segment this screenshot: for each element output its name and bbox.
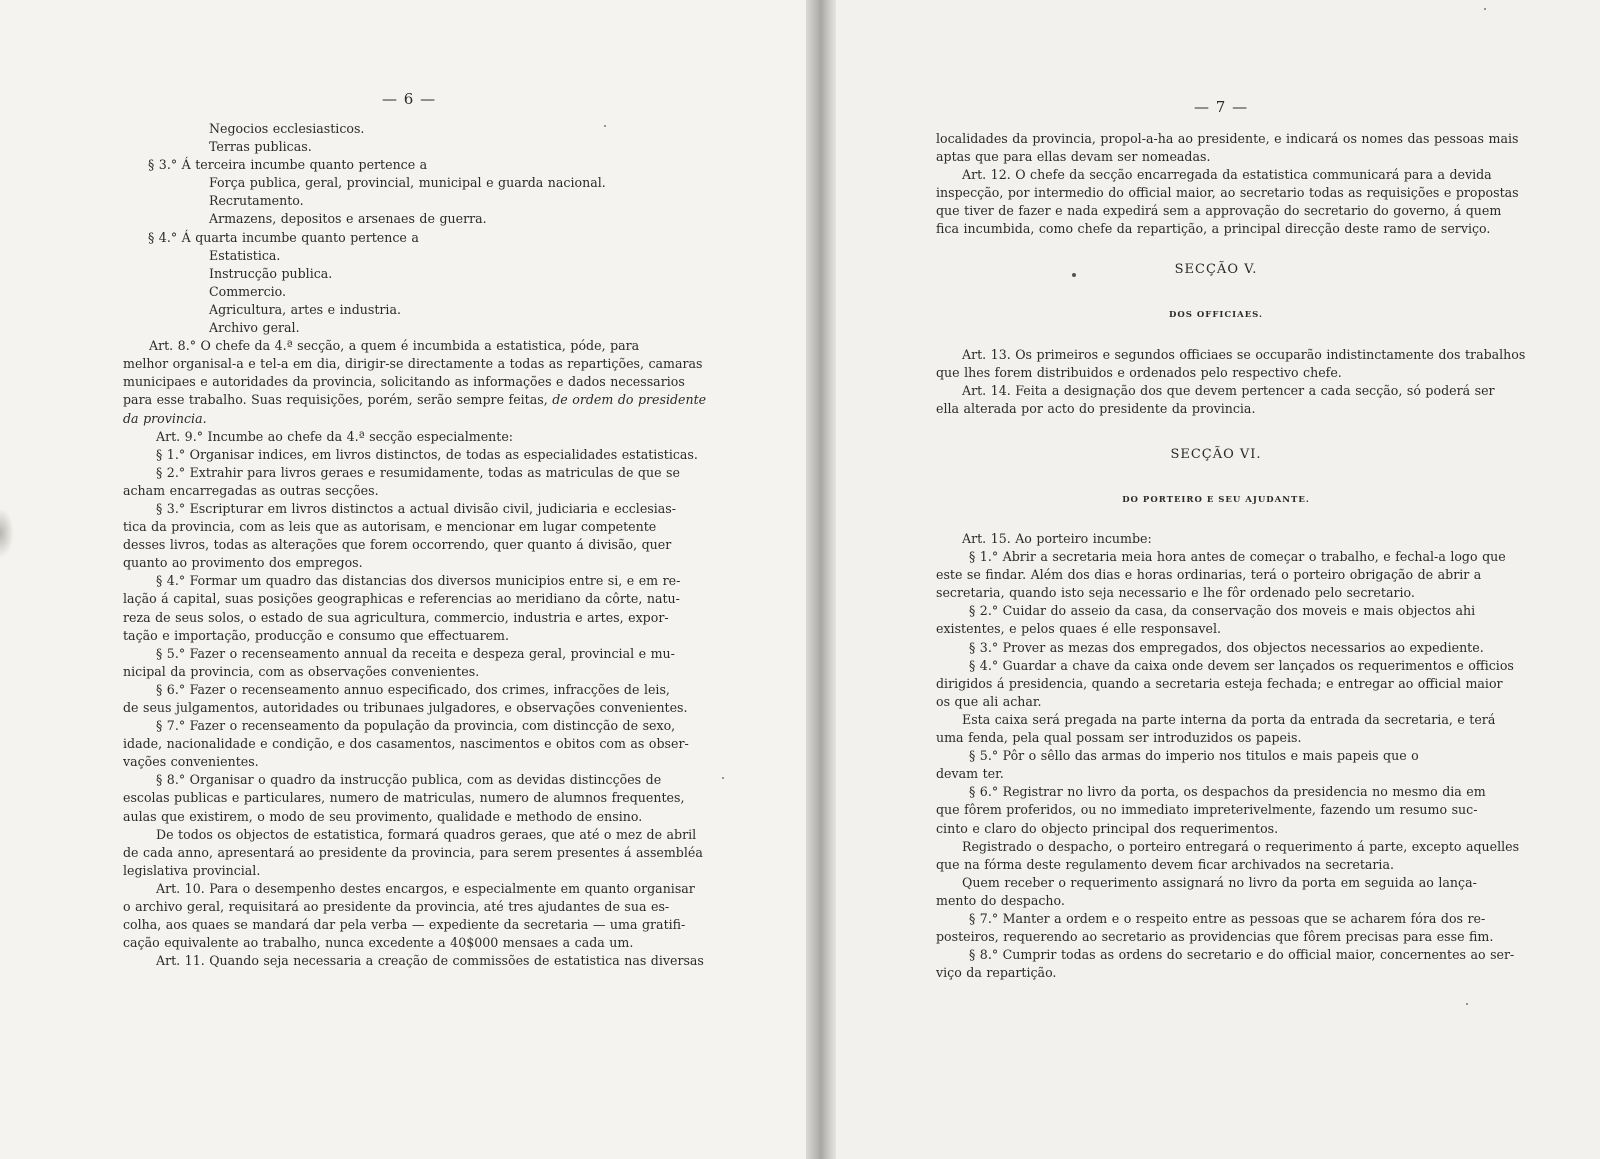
art9-close-line: De todos os objectos de estatistica, formará quadros geraes, que até o mez de abril <box>156 826 697 842</box>
art15-p4-line: os que ali achar. <box>936 693 1042 709</box>
art15-p5-line: § 5.° Pôr o sêllo das armas do imperio nos titulos e mais papeis que o <box>969 748 1419 764</box>
art15-p2-line: existentes, e pelos quaes é elle responsavel. <box>936 621 1221 637</box>
art15-p8-line: viço da repartição. <box>936 965 1057 981</box>
section-5-title: SECÇÃO V. <box>1174 262 1258 277</box>
ink-dot <box>1072 273 1076 277</box>
art9-p4-line: reza de seus solos, o estado de sua agricultura, commercio, industria e artes, expor- <box>123 609 669 625</box>
right-page-body-top <box>936 130 1519 239</box>
art9-p8-line: escolas publicas e particulares, numero de matriculas, numero de alumnos frequentes, <box>123 790 685 806</box>
art9-p3-line: § 3.° Escripturar em livros distinctos a actual divisão civil, judiciaria e ecclesias- <box>156 500 677 516</box>
paper-speck <box>604 125 606 127</box>
art9-p3-line: desses livros, todas as alterações que forem occorrendo, quer quanto á divisão, quer <box>123 537 672 553</box>
art12-line: Art. 12. O chefe da secção encarregada da estatistica communicará para a devida <box>962 167 1492 183</box>
right-page-body-mid <box>936 346 1526 418</box>
art15-p1-line: § 1.° Abrir a secretaria meia hora antes de começar o trabalho, e fechal-a logo que <box>969 549 1506 565</box>
art10-line: colha, aos quaes se mandará dar pela verba — expediente da secretaria — uma gratifi- <box>123 917 686 933</box>
list-item: Archivo geral. <box>209 320 300 336</box>
art12-line: fica incumbida, como chefe da repartição, a principal direcção deste ramo de serviço. <box>936 221 1491 237</box>
art9-p2-line: § 2.° Extrahir para livros geraes e resumidamente, todas as matriculas de que se <box>156 464 680 480</box>
art9-p7-line: § 7.° Fazer o recenseamento da população da provincia, com distincção de sexo, <box>156 718 676 734</box>
art15-p4b-line: Esta caixa será pregada na parte interna da porta da entrada da secretaria, e terá <box>962 711 1496 727</box>
art9-p6-line: de seus julgamentos, autoridades ou tribunaes julgadores, e observações convenientes. <box>123 700 688 715</box>
art15-p4b-line: uma fenda, pela qual possam ser introduzidos os papeis. <box>936 730 1302 746</box>
art15-p5-line: devam ter. <box>936 766 1004 782</box>
section-6-subtitle: DO PORTEIRO E SEU AJUDANTE. <box>1122 495 1310 505</box>
art15-p8-line: § 8.° Cumprir todas as ordens do secretario e do official maior, concernentes ao ser- <box>969 947 1515 963</box>
art9-p2-line: acham encarregadas as outras secções. <box>123 482 379 498</box>
art9-p6-line: § 6.° Fazer o recenseamento annuo especificado, dos crimes, infracções de leis, <box>156 681 670 697</box>
art9-p4-line: § 4.° Formar um quadro das distancias dos diversos municipios entre si, e em re- <box>156 573 681 589</box>
art8-line <box>123 391 707 409</box>
book-gutter <box>806 0 836 1159</box>
art15-p3: § 3.° Prover as mezas dos empregados, dos objectos necessarios ao expediente. <box>969 639 1484 655</box>
art15-p6-line: que fôrem proferidos, ou no immediato impreterivelmente, fazendo um resumo suc- <box>936 802 1478 818</box>
paper-stain <box>0 508 14 558</box>
art15-p1-line: este se findar. Além dos dias e horas ordinarias, terá o porteiro obrigação de abrir a <box>936 567 1482 583</box>
art15-p4-line: dirigidos á presidencia, quando a secretaria esteja fechada; e entregar ao official maior <box>936 675 1503 691</box>
art8-italic-end: da provincia. <box>123 410 207 426</box>
art15-p6-line: cinto e claro do objecto principal dos requerimentos. <box>936 820 1279 836</box>
art8-line: municipaes e autoridades da provincia, solicitando as informações e dados necessarios <box>123 374 685 390</box>
art9-p8-line: § 8.° Organisar o quadro da instrucção publica, com as devidas distincções de <box>156 772 662 788</box>
art15-p2-line: § 2.° Cuidar do asseio da casa, da conservação dos moveis e mais objectos ahi <box>969 603 1476 619</box>
art15-p4-line: § 4.° Guardar a chave da caixa onde devem ser lançados os requerimentos e officios <box>969 657 1514 673</box>
art15-heading: Art. 15. Ao porteiro incumbe: <box>962 531 1152 546</box>
art15-p6c-line: Quem receber o requerimento assignará no livro da porta em seguida ao lança- <box>962 874 1477 890</box>
paper-speck <box>1466 1003 1468 1005</box>
list-item: Força publica, geral, provincial, municipal e guarda nacional. <box>209 175 606 191</box>
list-item: Commercio. <box>209 283 287 299</box>
art13-line: que lhes forem distribuidos e ordenados pelo respectivo chefe. <box>936 365 1342 381</box>
art9-p8-line: aulas que existirem, o modo de seu provimento, qualidade e methodo de ensino. <box>123 808 643 824</box>
art9-heading: Art. 9.° Incumbe ao chefe da 4.ª secção especialmente: <box>156 428 514 444</box>
art9-p3-line: quanto ao provimento dos empregos. <box>123 555 363 571</box>
art9-p4-line: tação e importação, producção e consumo que effectuarem. <box>123 627 509 643</box>
art9-p4-line: lação á capital, suas posições geographicas e referencias ao meridiano da côrte, natu- <box>123 591 680 607</box>
list-item: Armazens, depositos e arsenaes de guerra. <box>209 211 487 227</box>
list-item: Terras publicas. <box>209 139 312 155</box>
art8-italic: de ordem do presidente <box>552 392 707 408</box>
page-number-left: — 6 — <box>382 90 437 108</box>
section-5-subtitle: DOS OFFICIAES. <box>1169 310 1263 320</box>
art10-line: o archivo geral, requisitará ao presidente da provincia, até tres ajudantes de sua es- <box>123 899 670 915</box>
art9-close-line: de cada anno, apresentará ao presidente da provincia, para serem presentes á assembléa <box>123 844 703 860</box>
page-number-right: — 7 — <box>1194 98 1249 116</box>
art9-p5-line: nicipal da provincia, com as observações convenientes. <box>123 663 480 679</box>
art8-text: para esse trabalho. Suas requisições, porém, serão sempre feitas, <box>123 392 548 408</box>
art8-line: Art. 8.° O chefe da 4.ª secção, a quem é incumbida a estatistica, póde, para <box>149 338 640 354</box>
art9-p1: § 1.° Organisar indices, em livros distinctos, de todas as especialidades estatisticas. <box>156 446 698 462</box>
art11-line: Art. 11. Quando seja necessaria a creação de commissões de estatistica nas diversas <box>156 953 704 969</box>
art12-line: que tiver de fazer e nada expedirá sem a approvação do secretario do governo, á quem <box>936 203 1502 219</box>
art11-cont-line: localidades da provincia, propol-a-ha ao presidente, e indicará os nomes das pessoas mais <box>936 131 1519 146</box>
art14-line: Art. 14. Feita a designação dos que devem pertencer a cada secção, só poderá ser <box>962 383 1495 399</box>
art15-p6-line: § 6.° Registrar no livro da porta, os despachos da presidencia no mesmo dia em <box>969 784 1486 800</box>
art11-cont-line: aptas que para ellas devam ser nomeadas. <box>936 149 1211 165</box>
art9-p7-line: idade, nacionalidade e condição, e dos casamentos, nascimentos e obitos com as obser- <box>123 736 689 752</box>
art9-p7-line: vações convenientes. <box>123 754 259 770</box>
section-6-title: SECÇÃO VI. <box>1170 447 1262 462</box>
art9-p5-line: § 5.° Fazer o recenseamento annual da receita e despeza geral, provincial e mu- <box>156 645 675 661</box>
art10-line: cação equivalente ao trabalho, nunca excedente a 40$000 mensaes a cada um. <box>123 935 634 951</box>
art15-p7-line: posteiros, requerendo ao secretario as providencias que fôrem precisas para esse fim. <box>936 929 1494 945</box>
paragraph-3-heading: § 3.° Á terceira incumbe quanto pertence a <box>148 157 428 173</box>
list-item: Instrucção publica. <box>209 265 333 281</box>
list-item: Recrutamento. <box>209 193 304 209</box>
list-item: Agricultura, artes e industria. <box>209 301 401 317</box>
right-page-body-bottom <box>936 530 1520 982</box>
art15-p6c-line: mento do despacho. <box>936 892 1065 908</box>
art14-line: ella alterada por acto do presidente da provincia. <box>936 401 1256 417</box>
list-item: Estatistica. <box>209 247 281 263</box>
art9-p3-line: tica da provincia, com as leis que as autorisam, e mencionar em lugar competente <box>123 519 657 535</box>
art12-line: inspecção, por intermedio do official maior, ao secretario todas as requisições e propostas <box>936 185 1519 201</box>
art13-line: Art. 13. Os primeiros e segundos officiaes se occuparão indistinctamente dos trabalhos <box>962 347 1526 362</box>
list-item: Negocios ecclesiasticos. <box>209 121 365 136</box>
art15-p6b-line: Registrado o despacho, o porteiro entregará o requerimento á parte, excepto aquelles <box>962 838 1520 854</box>
art9-close-line: legislativa provincial. <box>123 862 261 878</box>
paragraph-4-heading: § 4.° Á quarta incumbe quanto pertence a <box>148 229 419 245</box>
paper-speck <box>722 777 724 779</box>
right-page <box>836 0 1600 1159</box>
art15-p6b-line: que na fórma deste regulamento devem ficar archivados na secretaria. <box>936 856 1394 872</box>
art8-line: melhor organisal-a e tel-a em dia, dirigir-se directamente a todas as repartições, camaras <box>123 356 703 372</box>
art15-p1-line: secretaria, quando isto seja necessario e lhe fôr ordenado pelo secretario. <box>936 585 1415 601</box>
paper-speck <box>1484 8 1486 10</box>
art15-p7-line: § 7.° Manter a ordem e o respeito entre as pessoas que se acharem fóra dos re- <box>969 910 1486 926</box>
art10-line: Art. 10. Para o desempenho destes encargos, e especialmente em quanto organisar <box>156 880 695 896</box>
left-page-body <box>123 120 707 970</box>
